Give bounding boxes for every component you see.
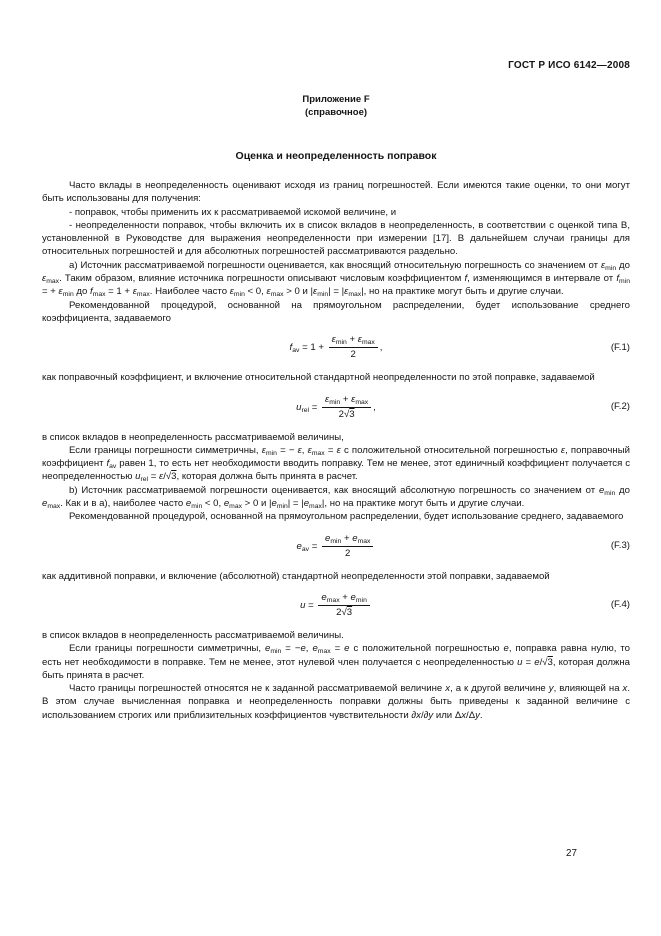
paragraph-symmetric-absolute: Если границы погрешности симметричны, $e_{min} = -e$, $e_{max} = e$ с положительной погрешностью e, поправка равна нулю, то есть нет необходимости в поправке. Тем не менее, этот нулевой член получается с неопределенностью u = e/√3, которая должна быть принята в расчет. xyxy=(42,643,630,681)
formula-f1-tail: , xyxy=(379,342,383,354)
formula-f3 xyxy=(42,533,630,560)
paragraph-recommended-procedure-b: Рекомендованной процедурой, основанной на прямоугольном распределении, будет использование среднего, задаваемого xyxy=(69,511,624,523)
paragraph-item-a: а) Источник рассматриваемой погрешности оценивается, как вносящий относительную погрешность со значением от $\varepsilon_{min}$ до $\varepsilon_{max}$. Таким образом, влияние источника погрешности описывают числовым коэффициентом f, изменяющимся в интервале от $f_{min}$ = + $\varepsilon_{min}$ до $f_{max} = 1 + \varepsilon_{max}$. Наиболее часто $\varepsilon_{min} < 0$, $\varepsilon_{max} > 0$ и $|\varepsilon_{min}| = |\varepsilon_{max}|$, но на практике могут быть и другие случаи. xyxy=(42,259,630,299)
paragraph-recommended-procedure-a: Рекомендованной процедурой, основанной на прямоугольном распределении, будет использование среднего коэффициента, задаваемого xyxy=(42,299,630,324)
formula-f3-lhs: $e_{av}$ = xyxy=(296,540,321,553)
body-text xyxy=(42,179,630,722)
formula-f3-numerator: $e_{min} + e_{max}$ xyxy=(325,532,371,545)
paragraph-after-f3: как аддитивной поправки, и включение (абсолютной) стандартной неопределенности этой поправки, задаваемой xyxy=(42,570,550,582)
formula-f1-fraction xyxy=(329,334,378,361)
formula-f1-numerator: $\varepsilon_{min} + \varepsilon_{max}$ xyxy=(331,334,375,347)
list-item-uncertainty: - неопределенности поправок, чтобы включить их в список вкладов в неопределенность, в соответствии с оценкой типа В, установленной в Руководстве для выражения неопределенности при измерении [17]. В дальнейшем случаи границы для относительных погрешностей и для абсолютных погрешностей рассматриваются раздельно. xyxy=(42,219,630,258)
page-content xyxy=(42,60,630,722)
section-title: Оценка и неопределенность поправок xyxy=(235,150,437,162)
list-item-corrections: - поправок, чтобы применить их к рассматриваемой искомой величине, и xyxy=(69,206,397,218)
formula-f3-fraction xyxy=(322,533,373,560)
standard-reference: ГОСТ Р ИСО 6142—2008 xyxy=(508,60,630,71)
paragraph-item-b: b) Источник рассматриваемой погрешности оценивается, как вносящий абсолютную погрешность со значением от $e_{min}$ до $e_{max}$. Как и в а), наиболее часто $e_{min} < 0$, $e_{max} > 0$ и $|e_{min}| = |e_{max}|$, но на практике могут быть и другие случаи. xyxy=(42,484,630,511)
formula-f1-denominator: 2 xyxy=(329,347,378,361)
formula-f2-denominator: 2√3 xyxy=(322,407,371,421)
annex-heading xyxy=(42,94,630,119)
paragraph-after-f1: как поправочный коэффициент, и включение относительной стандартной неопределенности по этой поправке, задаваемой xyxy=(42,372,595,384)
formula-f3-denominator: 2 xyxy=(322,546,373,560)
formula-f2-lhs: $u_{rel}$ = xyxy=(296,401,320,414)
page-number: 27 xyxy=(566,848,577,859)
formula-f2 xyxy=(42,394,630,421)
formula-f4-lhs: u = xyxy=(300,599,317,611)
paragraph-symmetric-relative: Если границы погрешности симметричны, $\varepsilon_{min}$ = − ε, $\varepsilon_{max} = \varepsilon$ с положительной относительной погрешностью ε, поправочный коэффициент $f_{av}$ равен 1, то есть нет необходимости вводить поправку. Тем не менее, этот единичный коэффициент получается с неопределенностью $u_{rel} = \varepsilon/√3$, которая должна быть принята в расчет. xyxy=(42,444,630,484)
formula-f4-fraction xyxy=(318,592,369,619)
formula-f4-numerator: $e_{max} + e_{min}$ xyxy=(321,591,367,604)
paragraph-after-f2: в список вкладов в неопределенность рассматриваемой величины, xyxy=(42,431,344,443)
annex-name: Приложение F xyxy=(302,94,370,105)
paragraph-after-f4: в список вкладов в неопределенность рассматриваемой величины. xyxy=(42,629,344,641)
paragraph-intro: Часто вклады в неопределенность оценивают исходя из границ погрешностей. Если имеются такие оценки, то они могут быть использованы для получения: xyxy=(42,180,630,205)
formula-f2-tail: , xyxy=(373,401,376,413)
formula-f2-numerator: $\varepsilon_{min} + \varepsilon_{max}$ xyxy=(325,393,369,406)
formula-f4-number: (F.4) xyxy=(610,599,630,611)
formula-f3-number: (F.3) xyxy=(610,540,630,552)
formula-f4 xyxy=(42,592,630,619)
formula-f1 xyxy=(42,334,630,361)
annex-type: (справочное) xyxy=(304,106,368,118)
paragraph-sensitivity-coefficients: Часто границы погрешностей относятся не к заданной рассматриваемой величине x, а к другой величине y, влияющей на x. В этом случае вычисленная поправка и неопределенность поправки должны быть приведены к заданной величине с использованием строгих или приблизительных коэффициентов чувствительности ∂x/∂y или Δx/Δy. xyxy=(42,683,630,721)
formula-f1-lhs: $f_{av} = 1$ + xyxy=(289,342,327,355)
formula-f2-fraction xyxy=(322,394,371,421)
formula-f4-denominator: 2√3 xyxy=(318,605,369,619)
formula-f1-number: (F.1) xyxy=(610,341,630,353)
formula-f2-number: (F.2) xyxy=(610,401,630,413)
